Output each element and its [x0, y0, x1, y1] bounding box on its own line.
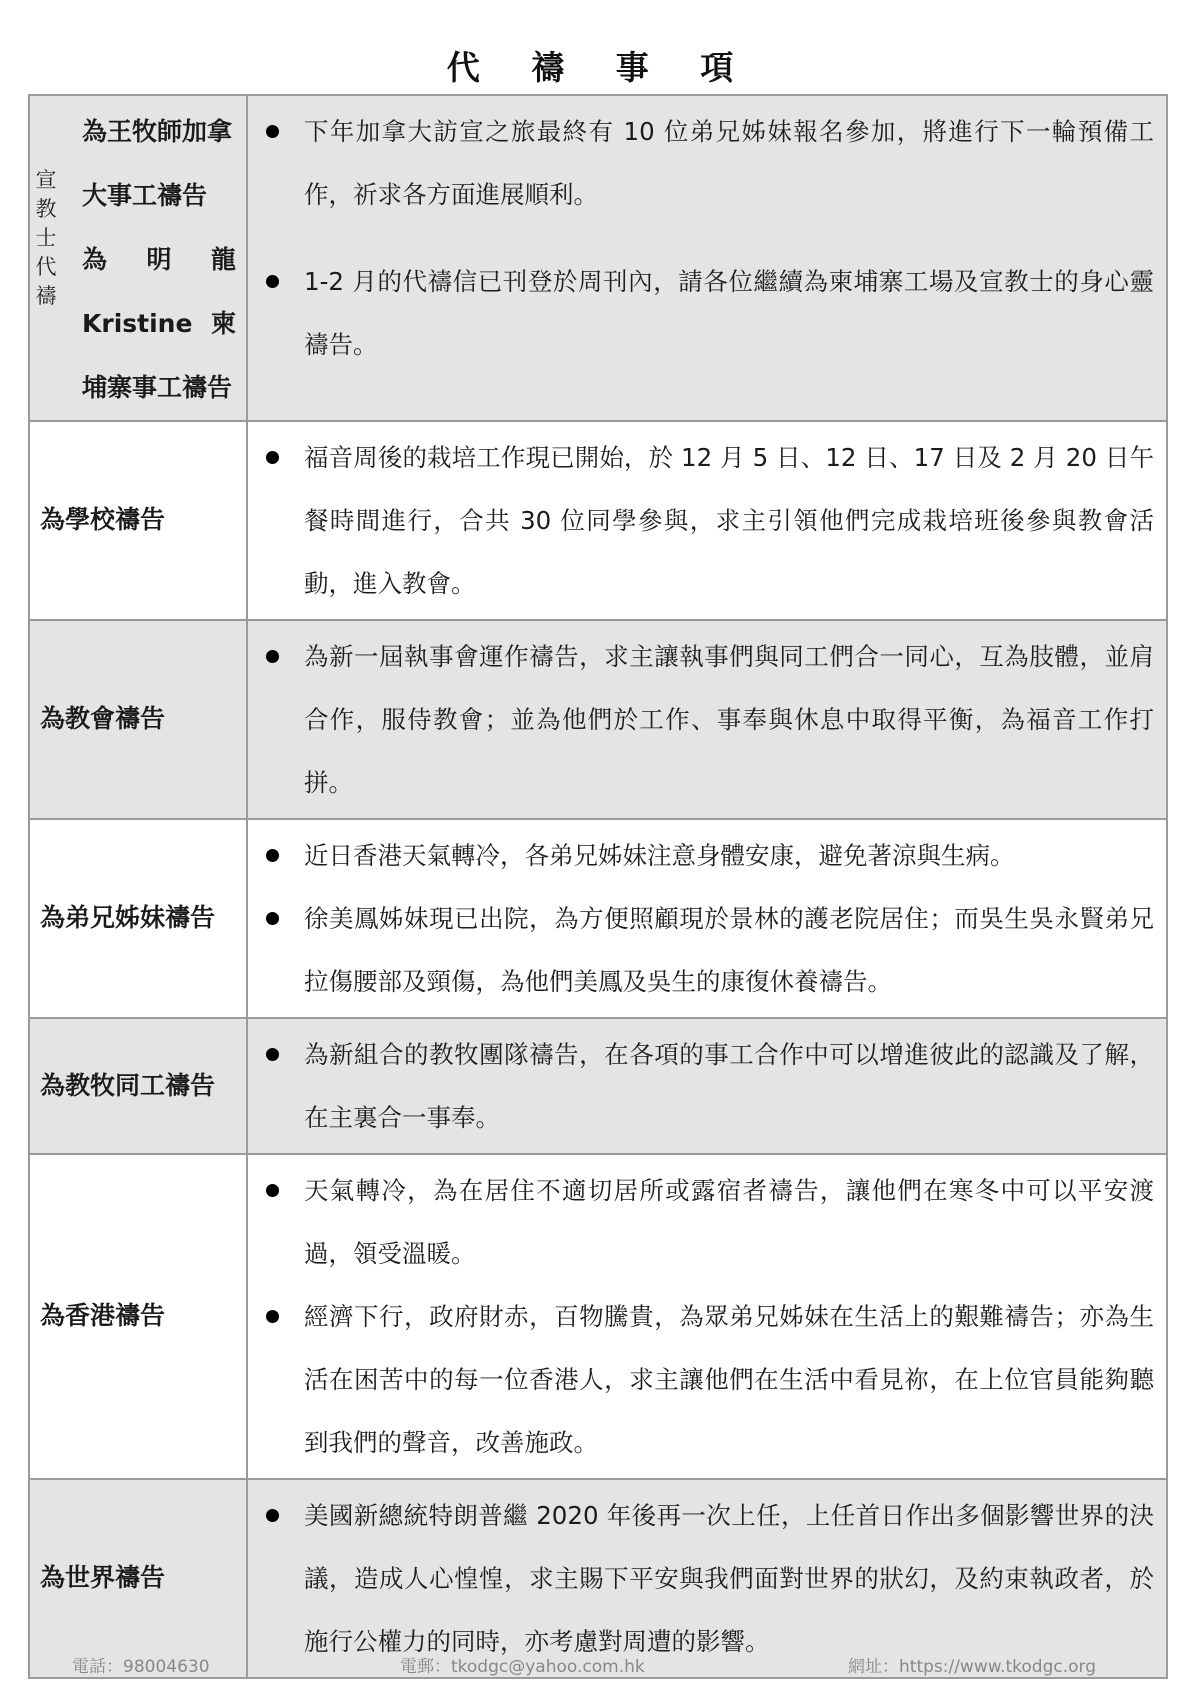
section-row-missionary [29, 95, 1167, 421]
footer-phone: 電話：98004630 [72, 1657, 210, 1677]
section-row-world [29, 1479, 1167, 1678]
bullet-icon [266, 125, 279, 138]
bullet-icon [266, 650, 279, 663]
section-row-pastoral-staff [29, 1018, 1167, 1154]
prayer-item: 美國新總統特朗普繼 2020 年後再一次上任，上任首日作出多個影響世界的決議，造成人心惶惶，求主賜下平安與我們面對世界的狀幻，及約束執政者，於施行公權力的同時，亦考慮對周遭的影響。 [260, 1484, 1154, 1673]
prayer-item: 經濟下行，政府財赤，百物騰貴，為眾弟兄姊妹在生活上的艱難禱告；亦為生活在困苦中的每一位香港人，求主讓他們在生活中看見祢，在上位官員能夠聽到我們的聲音，改善施政。 [260, 1285, 1154, 1474]
category-cell [29, 620, 247, 819]
items-cell [247, 1018, 1167, 1154]
bullet-icon [266, 1310, 279, 1323]
section-row-church [29, 620, 1167, 819]
prayer-item: 為新組合的教牧團隊禱告，在各項的事工合作中可以增進彼此的認識及了解，在主裏合一事奉。 [260, 1023, 1154, 1149]
footer [0, 1652, 1200, 1682]
category-label: 為弟兄姊妹禱告 [40, 903, 216, 933]
bullet-icon [266, 1184, 279, 1197]
items-cell [247, 1154, 1167, 1479]
footer-email[interactable]: 電郵：tkodgc@yahoo.com.hk [400, 1657, 645, 1677]
prayer-item: 天氣轉冷，為在居住不適切居所或露宿者禱告，讓他們在寒冬中可以平安渡過，領受溫暖。 [260, 1159, 1154, 1285]
category-label: 為學校禱告 [40, 505, 166, 535]
footer-website[interactable]: 網址：https://www.tkodgc.org [848, 1657, 1097, 1677]
category-cell [29, 1154, 247, 1479]
section-row-hong-kong [29, 1154, 1167, 1479]
items-cell [247, 95, 1167, 421]
items-cell [247, 421, 1167, 620]
prayer-items-table [28, 94, 1168, 1679]
category-label: 為世界禱告 [40, 1563, 166, 1593]
prayer-item: 福音周後的栽培工作現已開始，於 12 月 5 日、12 日、17 日及 2 月 20 日午餐時間進行，合共 30 位同學參與，求主引領他們完成栽培班後參與教會活動，進入教會。 [260, 426, 1154, 615]
items-cell [247, 1479, 1167, 1678]
page-title: 代 禱 事 項 [446, 48, 754, 87]
category-label-lines: 為王牧師加拿 大事工禱告 為 明 龍 Kristine 柬 埔寨事工禱告 [82, 117, 236, 402]
items-cell [247, 620, 1167, 819]
vertical-category-label: 宣 教 士 代 禱 [35, 168, 57, 308]
category-cell [29, 1018, 247, 1154]
category-label: 為教會禱告 [40, 704, 166, 734]
bullet-icon [266, 1048, 279, 1061]
prayer-item: 下年加拿大訪宣之旅最終有 10 位弟兄姊妹報名參加，將進行下一輪預備工作，祈求各方面進展順利。 [260, 100, 1154, 226]
prayer-item: 1-2 月的代禱信已刊登於周刊內，請各位繼續為柬埔寨工場及宣教士的身心靈禱告。 [260, 250, 1154, 376]
category-label: 為香港禱告 [40, 1301, 166, 1331]
bullet-icon [266, 912, 279, 925]
prayer-item: 為新一屆執事會運作禱告，求主讓執事們與同工們合一同心，互為肢體，並肩合作，服侍教會；並為他們於工作、事奉與休息中取得平衡，為福音工作打拼。 [260, 625, 1154, 814]
bullet-icon [266, 849, 279, 862]
category-label: 為教牧同工禱告 [40, 1070, 216, 1100]
bullet-icon [266, 275, 279, 288]
category-cell [29, 1479, 247, 1678]
prayer-item: 近日香港天氣轉冷，各弟兄姊妹注意身體安康，避免著涼與生病。 [260, 824, 1154, 887]
bullet-icon [266, 1509, 279, 1522]
section-row-brothers-sisters [29, 819, 1167, 1018]
category-cell [29, 421, 247, 620]
prayer-item: 徐美鳳姊妹現已出院，為方便照顧現於景林的護老院居住；而吳生吳永賢弟兄拉傷腰部及頸傷，為他們美鳳及吳生的康復休養禱告。 [260, 887, 1154, 1013]
category-cell [29, 95, 247, 421]
bullet-icon [266, 451, 279, 464]
section-row-school [29, 421, 1167, 620]
items-cell [247, 819, 1167, 1018]
category-cell [29, 819, 247, 1018]
